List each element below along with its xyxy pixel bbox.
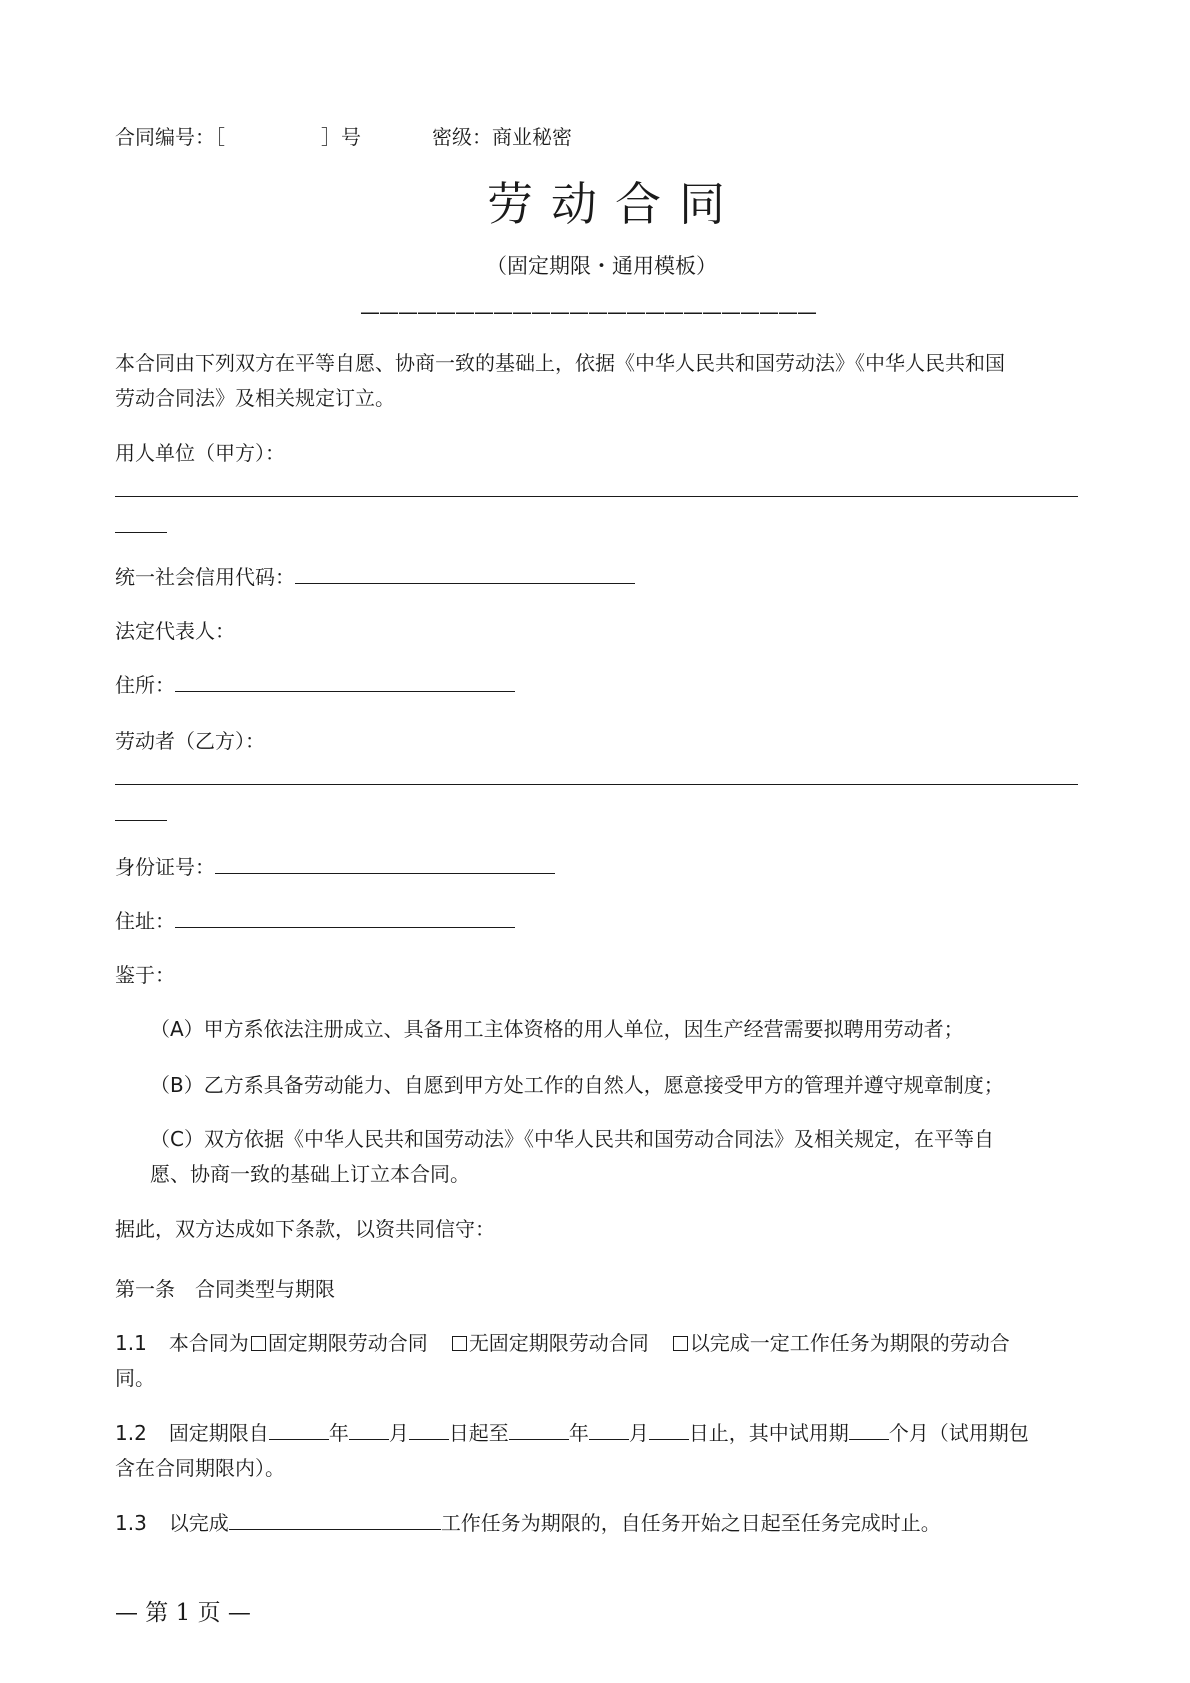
preamble-line-1: 本合同由下列双方在平等自愿、协商一致的基础上，依据《中华人民共和国劳动法》《中华人民共和国 xyxy=(115,351,1005,375)
id-number-row xyxy=(115,850,555,884)
preamble-line-2: 劳动合同法》及相关规定订立。 xyxy=(115,386,395,410)
clause-1-1-cont: 同。 xyxy=(115,1366,155,1390)
probation-months-field[interactable] xyxy=(849,1417,889,1440)
party-b-address-label: 住址： xyxy=(115,909,175,933)
contract-number xyxy=(115,120,361,154)
clause-1-2 xyxy=(115,1416,1029,1450)
fixed-term-option: 固定期限劳动合同 xyxy=(267,1331,428,1355)
party-a-label: 用人单位（甲方）： xyxy=(115,441,285,465)
document-title: 劳动合同 xyxy=(487,177,743,231)
party-b-name-line-cont xyxy=(115,820,167,821)
secrecy-level: 密级：商业秘密 xyxy=(432,125,572,149)
party-b-address-row xyxy=(115,904,515,938)
whereas-c-line-1: （C）双方依据《中华人民共和国劳动法》《中华人民共和国劳动合同法》及相关规定，在平等自 xyxy=(150,1127,994,1151)
clause-1-2-cont: 含在合同期限内）。 xyxy=(115,1456,285,1480)
whereas-a: （A）甲方系依法注册成立、具备用工主体资格的用人单位，因生产经营需要拟聘用劳动者； xyxy=(150,1017,964,1041)
start-year-unit: 年 xyxy=(328,1421,349,1445)
clause-1-2-number: 1.2 xyxy=(115,1421,147,1445)
start-month-field[interactable] xyxy=(349,1417,389,1440)
agreement-statement: 据此，双方达成如下条款，以资共同信守： xyxy=(115,1217,495,1241)
clause-1-3-prefix: 以完成 xyxy=(168,1511,229,1535)
clause-1-1-text: 本合同为 xyxy=(168,1331,249,1355)
contract-number-suffix: ］号 xyxy=(321,125,361,149)
credit-code-label: 统一社会信用代码： xyxy=(115,565,295,589)
id-number-label: 身份证号： xyxy=(115,855,215,879)
party-a-address-label: 住所： xyxy=(115,673,175,697)
start-day-field[interactable] xyxy=(409,1417,449,1440)
party-b-address-field[interactable] xyxy=(175,905,515,928)
probation-unit: 个月（试用期包 xyxy=(888,1421,1029,1445)
clause-1-2-from-label: 固定期限自 xyxy=(168,1421,269,1445)
whereas-label: 鉴于： xyxy=(115,963,175,987)
party-a-address-row xyxy=(115,668,515,702)
legal-rep-label: 法定代表人： xyxy=(115,619,235,643)
start-year-field[interactable] xyxy=(269,1417,329,1440)
title-separator: ———————————————————————— xyxy=(360,300,816,324)
party-b-label: 劳动者（乙方）： xyxy=(115,729,265,753)
open-term-checkbox[interactable] xyxy=(452,1336,467,1351)
whereas-b: （B）乙方系具备劳动能力、自愿到甲方处工作的自然人，愿意接受甲方的管理并遵守规章制度； xyxy=(150,1073,1004,1097)
clause-1-1 xyxy=(115,1326,1010,1360)
probation-label: 日止，其中试用期 xyxy=(688,1421,849,1445)
party-b-name-line[interactable] xyxy=(115,784,1078,785)
article-1-heading: 第一条 合同类型与期限 xyxy=(115,1277,335,1301)
start-day-unit: 日起至 xyxy=(448,1421,509,1445)
contract-number-label: 合同编号：［ xyxy=(115,125,225,149)
party-a-name-line-cont xyxy=(115,532,167,533)
document-subtitle: （固定期限・通用模板） xyxy=(486,254,717,278)
party-a-name-line[interactable] xyxy=(115,496,1078,497)
clause-1-3-suffix: 工作任务为期限的，自任务开始之日起至任务完成时止。 xyxy=(440,1511,941,1535)
end-month-field[interactable] xyxy=(589,1417,629,1440)
credit-code-row xyxy=(115,560,635,594)
credit-code-field[interactable] xyxy=(295,561,635,584)
start-month-unit: 月 xyxy=(388,1421,409,1445)
open-term-option: 无固定期限劳动合同 xyxy=(468,1331,649,1355)
whereas-c-line-2: 愿、协商一致的基础上订立本合同。 xyxy=(150,1162,470,1186)
clause-1-1-number: 1.1 xyxy=(115,1331,147,1355)
task-term-checkbox[interactable] xyxy=(673,1336,688,1351)
end-year-unit: 年 xyxy=(568,1421,589,1445)
end-year-field[interactable] xyxy=(509,1417,569,1440)
task-term-option: 以完成一定工作任务为期限的劳动合 xyxy=(689,1331,1010,1355)
fixed-term-checkbox[interactable] xyxy=(251,1336,266,1351)
page-number: — 第 1 页 — xyxy=(115,1600,251,1626)
end-month-unit: 月 xyxy=(628,1421,649,1445)
id-number-field[interactable] xyxy=(215,851,555,874)
clause-1-3 xyxy=(115,1506,941,1540)
task-description-field[interactable] xyxy=(229,1507,441,1530)
party-a-address-field[interactable] xyxy=(175,669,515,692)
end-day-field[interactable] xyxy=(649,1417,689,1440)
clause-1-3-number: 1.3 xyxy=(115,1511,147,1535)
